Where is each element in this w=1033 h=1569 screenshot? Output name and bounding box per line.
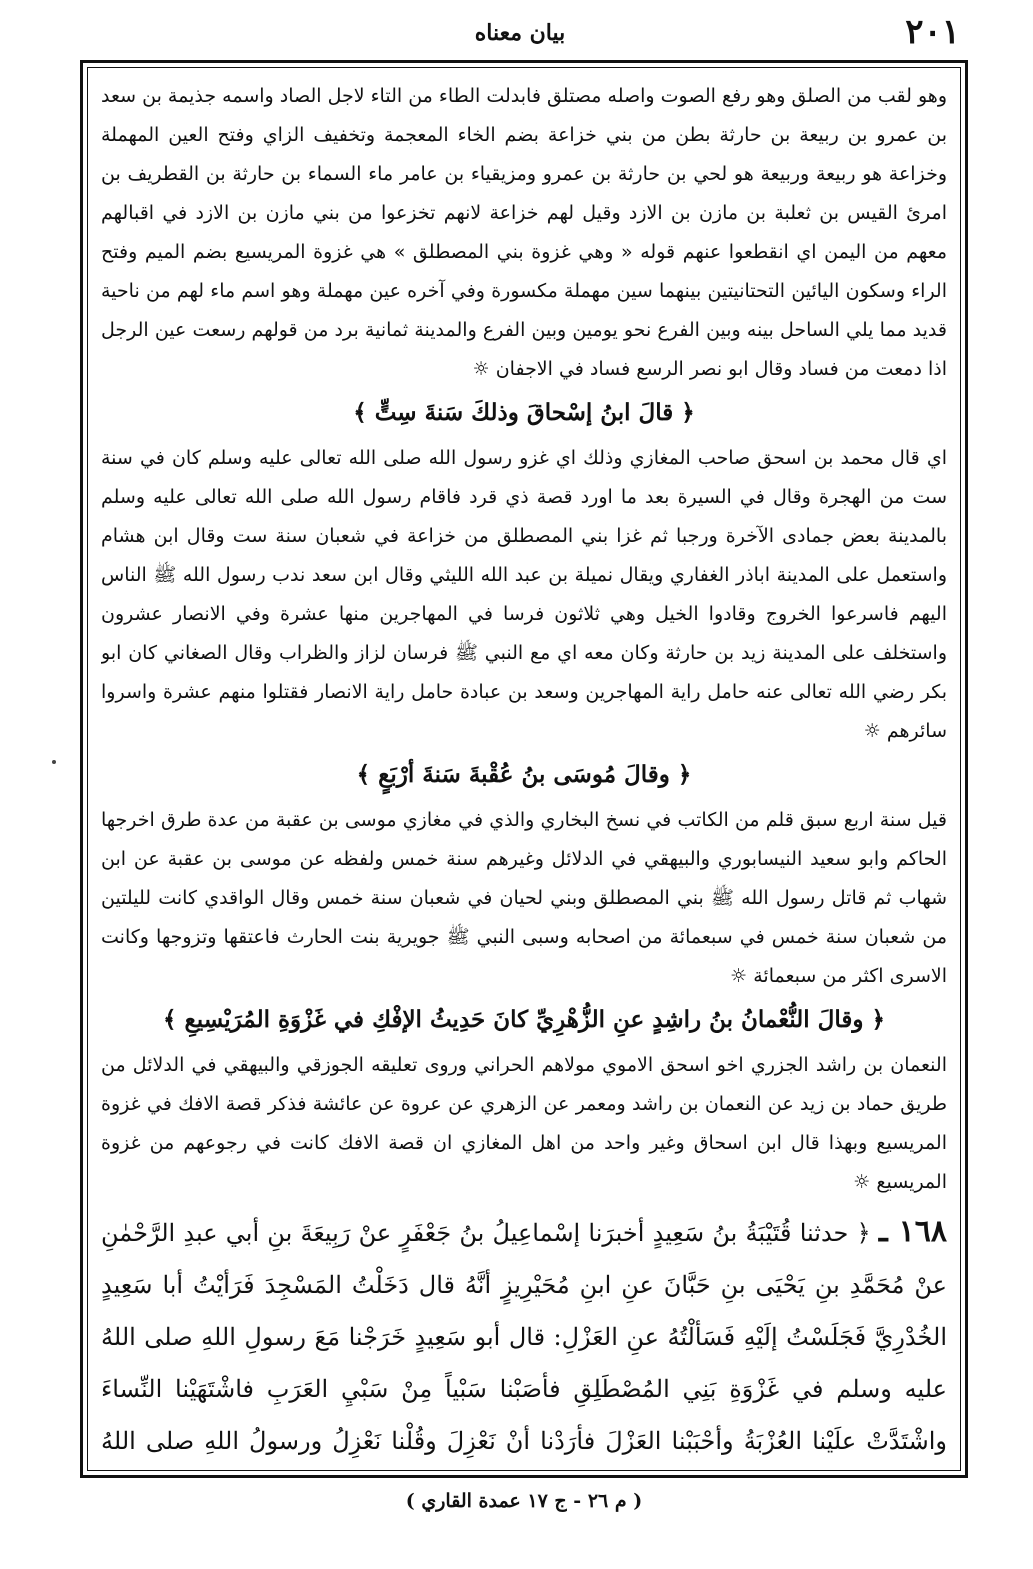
running-title: بيان معناه <box>474 20 566 46</box>
commentary-paragraph: اي قال محمد بن اسحق صاحب المغازي وذلك اي غزو رسول الله صلى الله تعالى عليه وسلم كان في سنة ست من الهجرة وقال في السيرة بعد ما اورد قصة ذي قرد فاقام رسول الله صلى الله تعالى عليه وسلم بالمدينة بعض جمادى الآخرة ورجبا ثم غزا بني المصطلق من خزاعة في شعبان سنة ست وقال ابن هشام واستعمل على المدينة اباذر الغفاري ويقال نميلة بن عبد الله الليثي وقال ابن سعد ندب رسول الله ﷺ الناس اليهم فاسرعوا الخروج وقادوا الخيل وهي ثلاثون فرسا في المهاجرين منها عشرة وفي الانصار عشرون واستخلف على المدينة زيد بن حارثة وكان معه اي مع النبي ﷺ فرسان لزاز والظراب وقال الصغاني كان ابو بكر رضي الله تعالى عنه حامل راية المهاجرين وسعد بن عبادة حامل راية الانصار فقتلوا منهم عشرة واسروا سائرهم ☼ <box>101 447 947 742</box>
text-body <box>101 77 947 1465</box>
text-frame <box>80 60 968 1478</box>
margin-mark <box>52 760 56 764</box>
footer-signature: ( م ٢٦ - ج ١٧ عمدة القاري ) <box>405 1490 643 1512</box>
commentary-paragraph: وهو لقب من الصلق وهو رفع الصوت واصله مصتلق فابدلت الطاء من التاء لاجل الصاد واسمه جذيمة بن سعد بن عمرو بن ربيعة بن حارثة بطن من بني خزاعة بضم الخاء المعجمة وتخفيف الزاي وفتح العين المهملة وخزاعة هو ربيعة وربيعة هو لحي بن حارثة بن عمرو ومزيقياء بن عامر ماء السماء بن حارثة بن القطريف بن امرئ القيس بن ثعلبة بن مازن بن الازد وقيل لهم خزاعة لانهم تخزعوا من بني مازن بن الازد في اقبالهم معهم من اليمن اي انقطعوا عنهم قوله « وهي غزوة بني المصطلق » هي غزوة المريسيع بضم الميم وفتح الراء وسكون اليائين التحتانيتين بينهما سين مهملة مكسورة وفي آخره عين مهملة وهو اسم ماء لهم من ناحية قديد مما يلي الساحل بينه وبين الفرع نحو يومين وبين الفرع والمدينة ثمانية برد من قولهم رسعت عين الرجل اذا دمعت من فساد وقال ابو نصر الرسع فساد في الاجفان ☼ <box>101 85 947 380</box>
page-number: ٢٠١ <box>905 12 960 52</box>
page-header <box>80 12 960 56</box>
section-heading: ﴿ قالَ ابنُ إسْحاقَ وذلكَ سَنةَ سِتٍّ ﴾ <box>353 399 695 426</box>
section-heading: ﴿ وقالَ مُوسَى بنُ عُقْبةَ سَنةَ أرْبَعٍ ﴾ <box>356 761 692 788</box>
commentary-paragraph: قيل سنة اربع سبق قلم من الكاتب في نسخ البخاري والذي في مغازي موسى بن عقبة من عدة طرق اخرجها الحاكم وابو سعيد النيسابوري والبيهقي في الدلائل وغيرهم سنة خمس ولفظه عن موسى بن عقبة عن ابن شهاب ثم قاتل رسول الله ﷺ بني المصطلق وبني لحيان في شعبان سنة خمس وقال الواقدي كانت لليلتين من شعبان سنة خمس في سبعمائة من اصحابه وسبى النبي ﷺ جويرية بنت الحارث فاعتقها وتزوجها وكانت الاسرى اكثر من سبعمائة ☼ <box>101 809 947 987</box>
hadith-number: ١٦٨ ـ <box>878 1214 947 1249</box>
section-heading: ﴿ وقالَ النُّعْمانُ بنُ راشِدٍ عنِ الزُّهْرِيِّ كانَ حَدِيثُ الإفْكِ في غَزْوَةِ المُرَيْسِيعِ ﴾ <box>163 1006 885 1033</box>
hadith-paragraph <box>101 1206 947 1465</box>
commentary-paragraph: النعمان بن راشد الجزري اخو اسحق الاموي مولاهم الحراني وروى تعليقه الجوزقي والبيهقي في الدلائل من طريق حماد بن زيد عن النعمان بن راشد ومعمر عن الزهري عن عروة عن عائشة فذكر قصة الافك في غزوة المريسيع وبهذا قال ابن اسحاق وغير واحد من اهل المغازي ان قصة الافك كانت في رجوعهم من غزوة المريسيع ☼ <box>101 1054 947 1193</box>
hadith-text: ﴿ حدثنا قُتَيْبَةُ بنُ سَعِيدٍ أخبرَنا إسْماعِيلُ بنُ جَعْفَرٍ عنْ رَبِيعَةَ بنِ أبي عبدِ الرَّحْمٰنِ عنْ مُحَمَّدِ بنِ يَحْيَى بنِ حَبَّانَ عنِ ابنِ مُحَيْرِيزٍ أنَّهُ قال دَخَلْتُ المَسْجِدَ فَرَأيْتُ أبا سَعِيدٍ الخُدْرِيَّ فَجَلَسْتُ إلَيْهِ فَسَألْتُهُ عنِ العَزْلِ: قال أبو سَعِيدٍ خَرَجْنا مَعَ رسولِ اللهِ صلى اللهُ عليه وسلم في غَزْوَةِ بَنِي المُصْطَلِقِ فأصَبْنا سَبْياً مِنْ سَبْيِ العَرَبِ فاشْتَهَيْنا النِّساءَ واشْتَدَّتْ علَيْنا العُزْبَةُ وأحْبَبْنا العَزْلَ فأرَدْنا أنْ نَعْزِلَ وقُلْنا نَعْزِلُ ورسولُ اللهِ صلى اللهُ <box>101 1219 947 1455</box>
